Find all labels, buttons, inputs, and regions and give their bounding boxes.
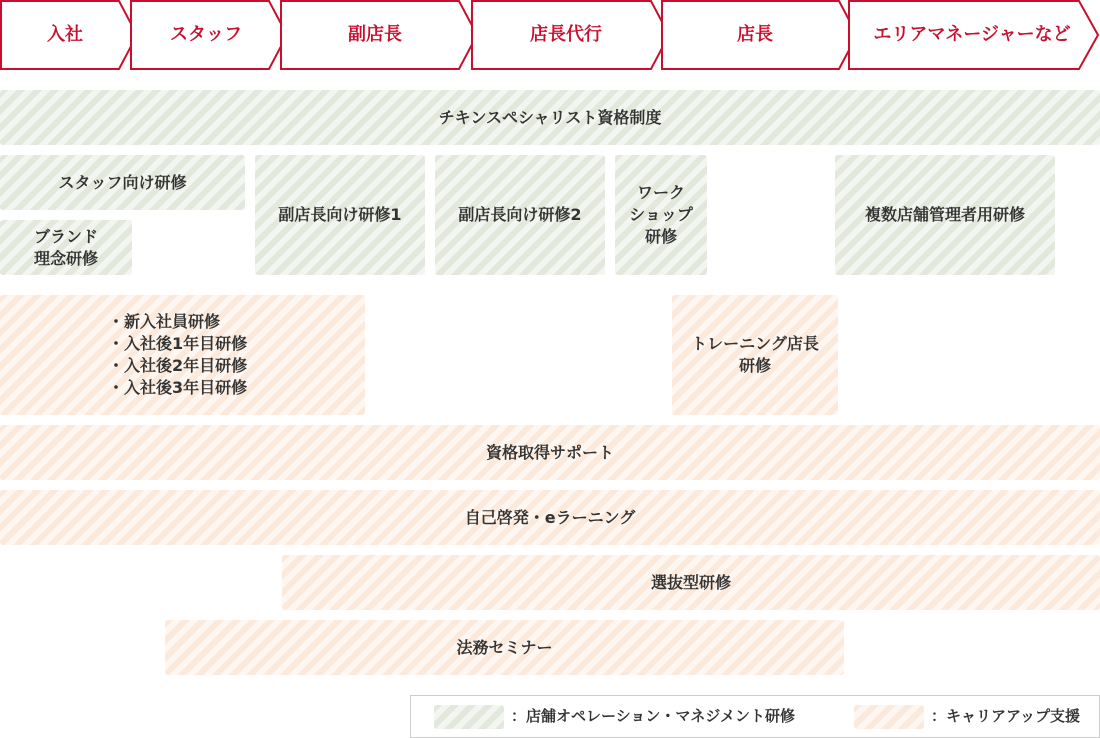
- new-hire-item-4: ・入社後3年目研修: [108, 378, 248, 397]
- workshop-line-3: 研修: [644, 227, 677, 246]
- legend-swatch-operations: [434, 705, 504, 729]
- new-hire-item-3: ・入社後2年目研修: [108, 356, 248, 375]
- brand-training-box: [0, 220, 132, 275]
- brand-training-line-2: 理念研修: [33, 248, 98, 268]
- multi-store-training-label: 複数店舗管理者用研修: [864, 205, 1025, 224]
- brand-training-line-1: ブランド: [33, 226, 98, 246]
- legend-swatch-career-up: [854, 705, 924, 729]
- stage-label-1: 入社: [47, 24, 83, 45]
- stage-label-6: エリアマネージャーなど: [873, 24, 1071, 45]
- multi-store-training-box: [835, 155, 1055, 275]
- workshop-line-2: ショップ: [629, 205, 693, 224]
- new-hire-item-1: ・新入社員研修: [108, 312, 221, 331]
- stage-label-2: スタッフ: [170, 24, 242, 45]
- self-development-bar: [0, 490, 1100, 545]
- training-manager-box: [672, 295, 838, 415]
- vice-manager-training-2-box: [435, 155, 605, 275]
- selective-training-bar: [282, 555, 1100, 610]
- legal-seminar-bar: [165, 620, 844, 675]
- legal-seminar-label: 法務セミナー: [456, 637, 553, 657]
- new-hire-item-2: ・入社後1年目研修: [108, 334, 248, 353]
- self-development-label: 自己啓発・eラーニング: [464, 507, 636, 527]
- stage-label-3: 副店長: [348, 24, 402, 45]
- chicken-specialist-bar: [0, 90, 1100, 145]
- stage-label-5: 店長: [737, 24, 773, 45]
- workshop-training-box: [615, 155, 707, 275]
- vice-manager-training-1-box: [255, 155, 425, 275]
- training-manager-line-1: トレーニング店長: [691, 334, 819, 353]
- stage-label-4: 店長代行: [530, 24, 602, 45]
- career-stage-bar: [0, 0, 1100, 70]
- new-hire-training-box: [0, 295, 365, 415]
- certification-support-bar: [0, 425, 1100, 480]
- certification-support-label: 資格取得サポート: [485, 442, 614, 462]
- chicken-specialist-label: チキンスペシャリスト資格制度: [438, 107, 662, 127]
- legend-label-operations: ：店舗オペレーション・マネジメント研修: [511, 707, 795, 725]
- staff-training-box: [0, 155, 245, 210]
- staff-training-label: スタッフ向け研修: [58, 172, 187, 192]
- training-manager-line-2: 研修: [738, 356, 771, 375]
- legend: [410, 695, 1100, 738]
- selective-training-label: 選抜型研修: [650, 572, 731, 592]
- workshop-line-1: ワーク: [636, 183, 685, 202]
- vice-manager-training-2-label: 副店長向け研修2: [458, 205, 582, 224]
- legend-label-career-up: ：キャリアアップ支援: [931, 707, 1080, 725]
- vice-manager-training-1-label: 副店長向け研修1: [278, 205, 402, 224]
